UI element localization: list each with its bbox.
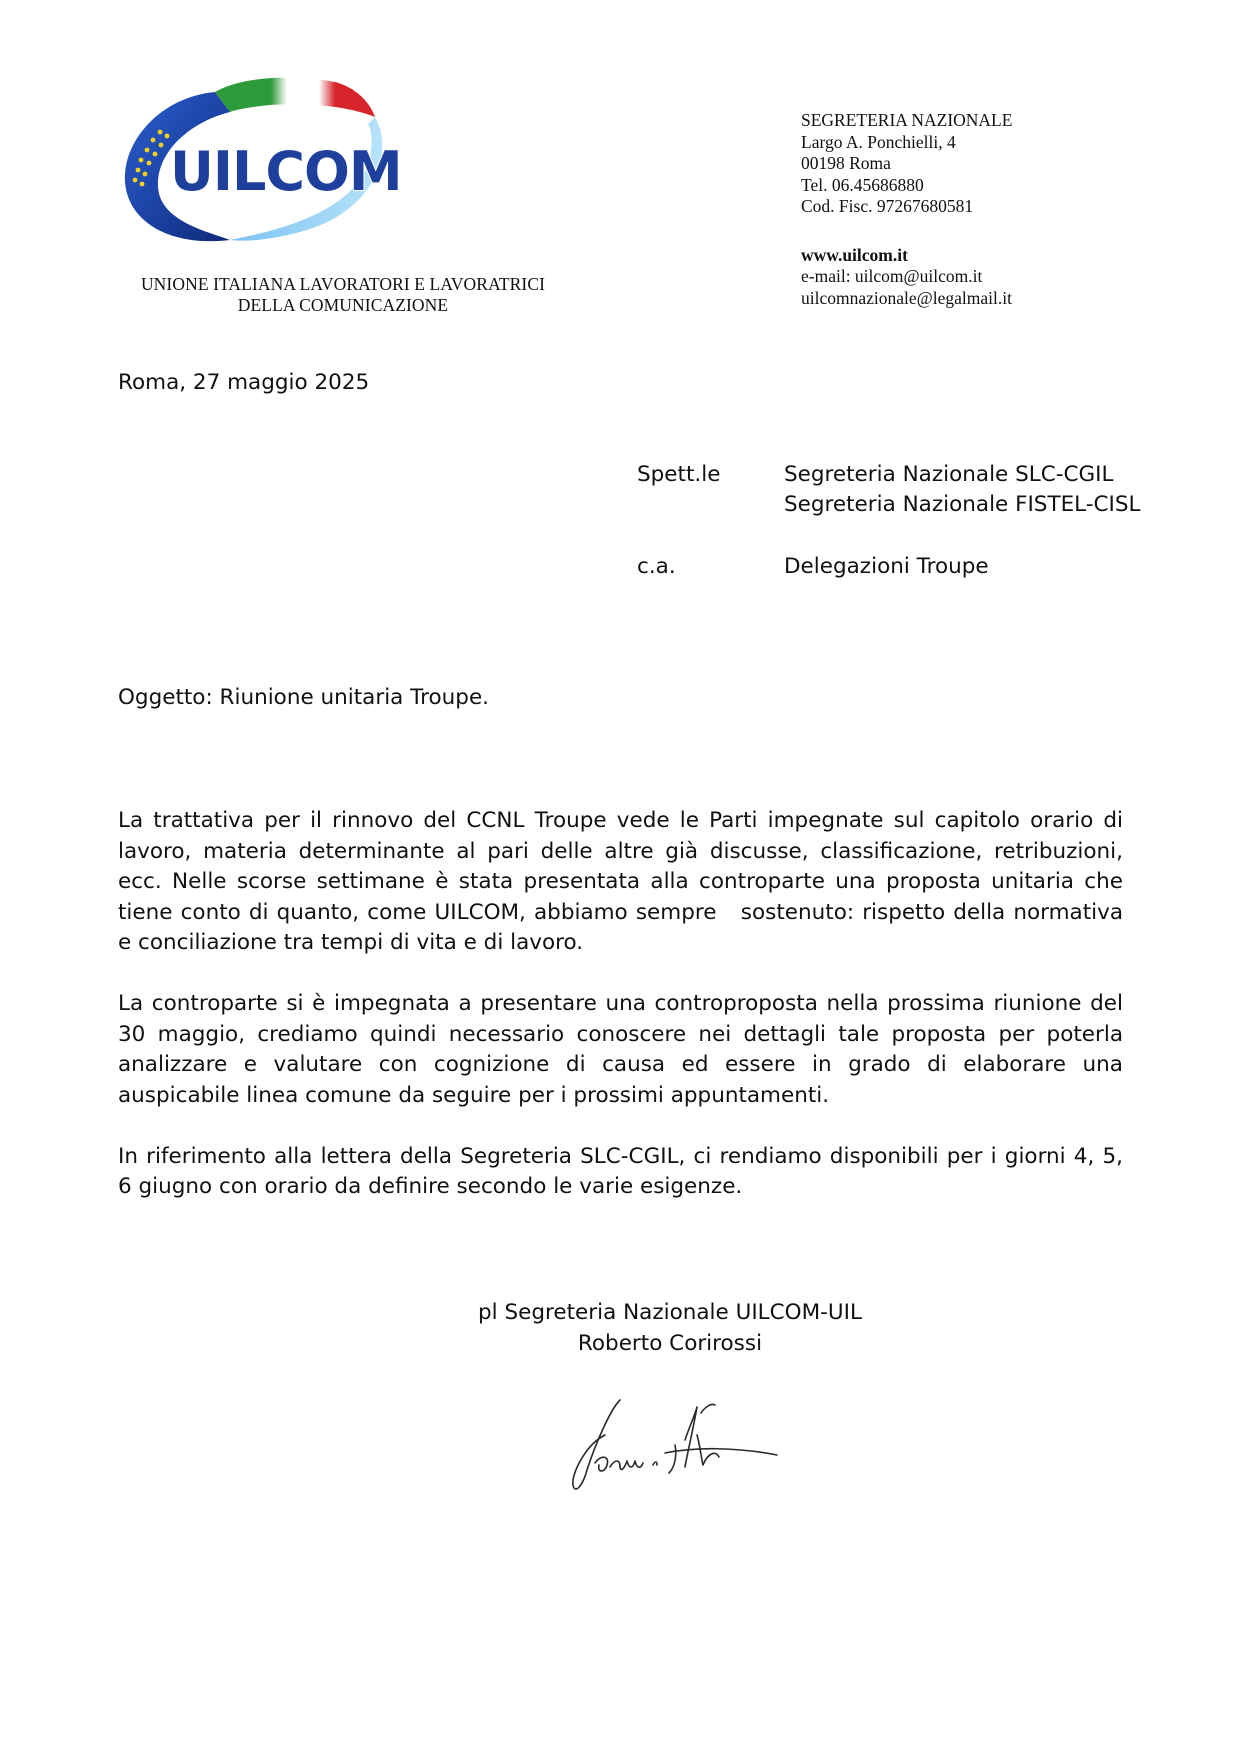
- attention-value: Delegazioni Troupe: [784, 554, 989, 579]
- date-line: Roma, 27 maggio 2025: [118, 370, 370, 395]
- contact-website[interactable]: www.uilcom.it: [801, 244, 908, 265]
- body-paragraph-3: In riferimento alla lettera della Segreteria SLC-CGIL, ci rendiamo disponibili per i giorni 4, 5, 6 giugno con orario da definire secondo le varie esigenze.: [118, 1143, 1123, 1199]
- recipient-line-2: Segreteria Nazionale FISTEL-CISL: [784, 492, 1141, 517]
- logo-flag-band: [215, 78, 375, 117]
- contact-address: Largo A. Ponchielli, 4: [801, 131, 956, 152]
- org-name: [118, 274, 568, 316]
- contact-pec[interactable]: uilcomnazionale@legalmail.it: [801, 287, 1012, 308]
- body-paragraph-2: La controparte si è impegnata a presentare una controproposta nella prossima riunione del 30 maggio, crediamo quindi necessario conoscere nei dettagli tale proposta per poterla analizzare e valutare con cognizione di causa ed essere in grado di elaborare una auspicabile linea comune da seguire per i prossimi appuntamenti.: [118, 991, 1123, 1108]
- recipient-label: Spett.le: [637, 462, 721, 487]
- signoff-line-1: pl Segreteria Nazionale UILCOM-UIL: [478, 1300, 862, 1325]
- contact-block: [801, 110, 1012, 309]
- recipient-list: [784, 460, 1141, 520]
- body-paragraph-1: La trattativa per il rinnovo del CCNL Troupe vede le Parti impegnate sul capitolo orario di lavoro, materia determinante al pari delle altre già discusse, classificazione, retribuzioni, ecc. Nelle scorse settimane è stata presentata alla controparte una proposta unitaria che tiene conto di quanto, come UILCOM, abbiamo sempre sostenuto: rispetto della normativa e conciliazione tra tempi di vita e di lavoro.: [118, 808, 1130, 955]
- signoff-block: [430, 1297, 910, 1359]
- uilcom-logo: [120, 72, 430, 252]
- subject-line: Oggetto: Riunione unitaria Troupe.: [118, 685, 490, 710]
- recipient-line-1: Segreteria Nazionale SLC-CGIL: [784, 462, 1114, 487]
- contact-office: SEGRETERIA NAZIONALE: [801, 110, 1013, 130]
- contact-city: 00198 Roma: [801, 153, 891, 173]
- handwritten-signature: [565, 1385, 795, 1510]
- letter-body: [118, 806, 1130, 1233]
- signoff-name: Roberto Corirossi: [577, 1331, 763, 1356]
- org-name-line-1: UNIONE ITALIANA LAVORATORI E LAVORATRICI: [140, 274, 546, 294]
- org-name-line-2: DELLA COMUNICAZIONE: [237, 295, 449, 315]
- attention-label: c.a.: [637, 554, 676, 579]
- contact-tel: Tel. 06.45686880: [801, 174, 924, 195]
- contact-email[interactable]: e-mail: uilcom@uilcom.it: [801, 266, 983, 286]
- logo-text: UILCOM: [170, 140, 402, 203]
- contact-tax-code: Cod. Fisc. 97267680581: [801, 196, 974, 216]
